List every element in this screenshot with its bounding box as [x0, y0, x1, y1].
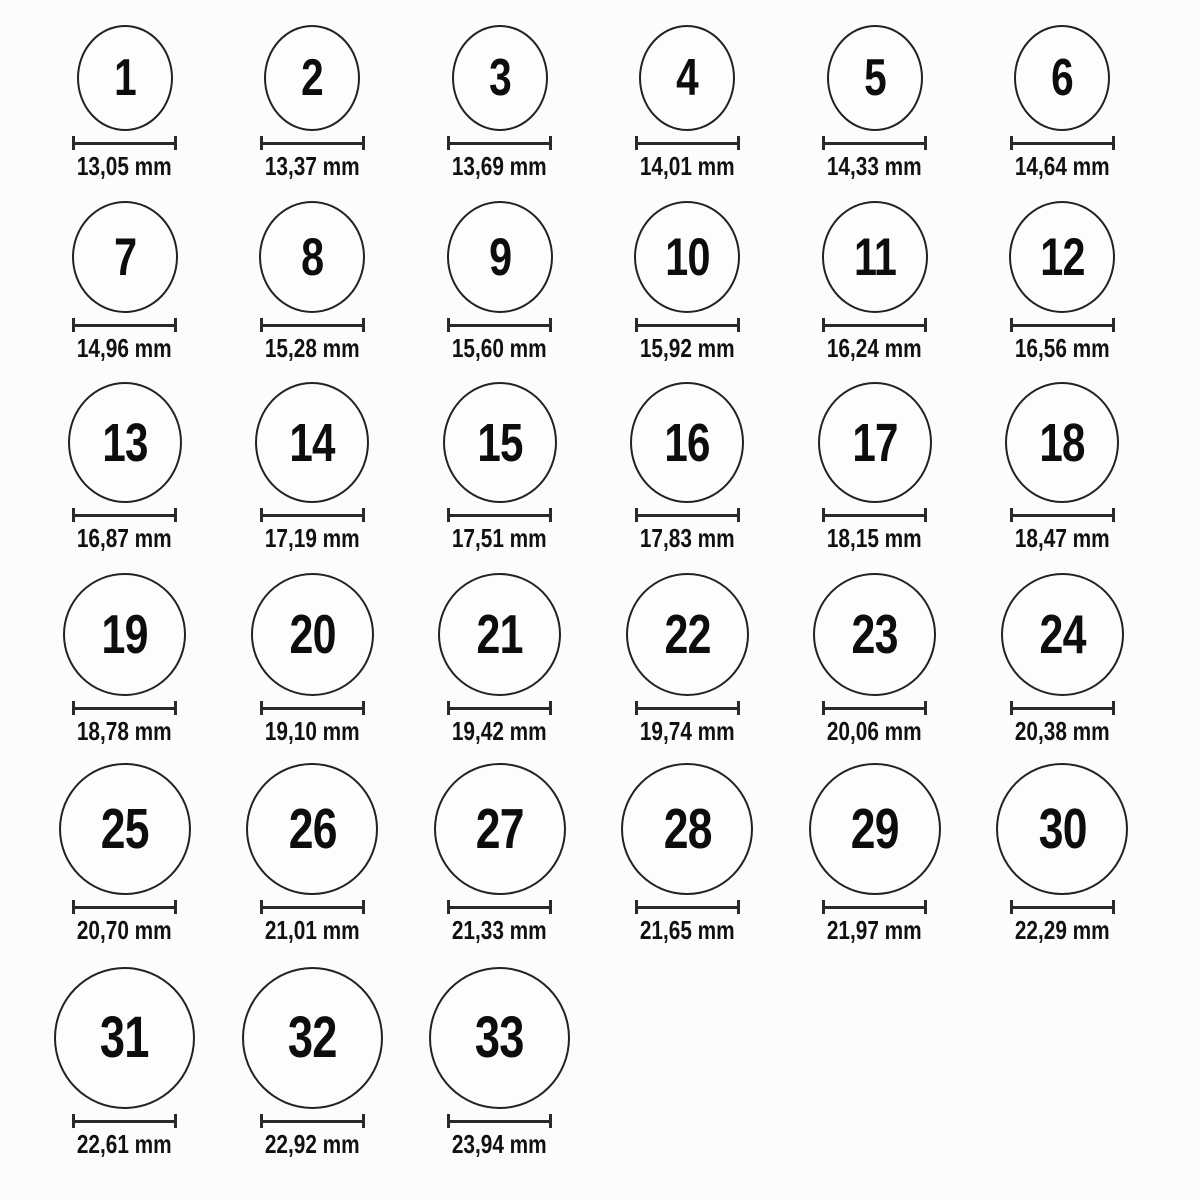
diameter-label: 21,01 mm: [264, 915, 360, 946]
ring-circle: [813, 573, 936, 696]
ring-size-item: [781, 568, 969, 763]
ring-size-item: [969, 0, 1157, 190]
ring-size-item: [31, 378, 219, 568]
ring-size-item: [969, 763, 1157, 962]
diameter-measure-bar: [72, 508, 177, 522]
diameter-measure-bar: [260, 701, 365, 715]
ring-size-item: [219, 378, 407, 568]
ring-circle: [452, 25, 548, 131]
ring-circle: [621, 763, 753, 895]
ring-size-number: 29: [850, 796, 899, 861]
ring-size-number: 1: [113, 49, 136, 108]
ring-size-number: 6: [1051, 49, 1074, 108]
diameter-label: 20,38 mm: [1014, 716, 1110, 747]
diameter-label: 19,10 mm: [264, 716, 360, 747]
ring-size-number: 33: [475, 1005, 525, 1071]
diameter-measure-bar: [1010, 136, 1115, 150]
ring-circle: [63, 573, 186, 696]
ring-circle: [996, 763, 1128, 895]
diameter-measure-bar: [822, 900, 927, 914]
ring-size-number: 8: [301, 227, 324, 287]
ring-size-number: 21: [476, 603, 523, 666]
diameter-measure-bar: [822, 701, 927, 715]
ring-size-item: [31, 0, 219, 190]
ring-circle: [259, 201, 365, 313]
ring-size-number: 22: [664, 603, 711, 666]
ring-size-number: 18: [1039, 412, 1085, 473]
diameter-label: 16,87 mm: [77, 523, 173, 554]
ring-size-item: [31, 190, 219, 378]
ring-circle: [77, 25, 173, 131]
diameter-label: 17,51 mm: [452, 523, 548, 554]
diameter-measure-bar: [635, 318, 740, 332]
ring-size-item: [406, 763, 594, 962]
ring-size-item: [219, 763, 407, 962]
diameter-label: 20,70 mm: [77, 915, 173, 946]
ring-circle: [264, 25, 360, 131]
diameter-measure-bar: [822, 136, 927, 150]
diameter-label: 19,42 mm: [452, 716, 548, 747]
ring-size-item: [406, 378, 594, 568]
ring-size-number: 11: [853, 227, 896, 287]
ring-circle: [251, 573, 374, 696]
diameter-measure-bar: [635, 508, 740, 522]
diameter-label: 15,28 mm: [264, 333, 360, 364]
diameter-measure-bar: [260, 1114, 365, 1128]
diameter-label: 15,92 mm: [639, 333, 735, 364]
diameter-label: 18,78 mm: [77, 716, 173, 747]
ring-size-number: 12: [1040, 227, 1085, 287]
ring-size-item: [406, 190, 594, 378]
ring-circle: [255, 382, 369, 503]
ring-circle: [434, 763, 566, 895]
diameter-label: 22,29 mm: [1014, 915, 1110, 946]
diameter-label: 21,33 mm: [452, 915, 548, 946]
ring-circle: [59, 763, 191, 895]
ring-size-item: [969, 568, 1157, 763]
ring-size-item: [31, 763, 219, 962]
diameter-measure-bar: [447, 318, 552, 332]
diameter-label: 23,94 mm: [452, 1129, 548, 1160]
ring-size-item: [219, 568, 407, 763]
diameter-measure-bar: [1010, 900, 1115, 914]
ring-size-number: 15: [477, 412, 523, 473]
ring-size-item: [406, 0, 594, 190]
ring-size-number: 2: [301, 49, 324, 108]
ring-circle: [429, 967, 570, 1109]
ring-size-item: [594, 568, 782, 763]
ring-circle: [54, 967, 195, 1109]
ring-circle: [447, 201, 553, 313]
diameter-label: 13,05 mm: [77, 151, 173, 182]
ring-size-item: [594, 763, 782, 962]
diameter-label: 14,96 mm: [77, 333, 173, 364]
diameter-label: 16,56 mm: [1014, 333, 1110, 364]
diameter-label: 20,06 mm: [827, 716, 923, 747]
ring-size-item: [31, 568, 219, 763]
ring-size-number: 27: [475, 796, 524, 861]
diameter-measure-bar: [447, 701, 552, 715]
ring-size-item: [594, 0, 782, 190]
diameter-label: 21,65 mm: [639, 915, 735, 946]
ring-size-item: [594, 190, 782, 378]
diameter-label: 17,19 mm: [264, 523, 360, 554]
diameter-measure-bar: [447, 508, 552, 522]
ring-circle: [443, 382, 557, 503]
ring-size-item: [781, 0, 969, 190]
ring-size-number: 32: [287, 1005, 337, 1071]
ring-size-number: 3: [488, 49, 511, 108]
ring-size-item: [406, 962, 594, 1200]
ring-size-number: 13: [102, 412, 148, 473]
ring-size-number: 20: [289, 603, 336, 666]
ring-size-number: 10: [665, 227, 710, 287]
diameter-measure-bar: [260, 900, 365, 914]
ring-size-number: 9: [488, 227, 511, 287]
ring-size-item: [31, 962, 219, 1200]
ring-size-item: [219, 0, 407, 190]
diameter-measure-bar: [72, 900, 177, 914]
ring-size-item: [594, 378, 782, 568]
ring-circle: [1009, 201, 1115, 313]
diameter-measure-bar: [822, 318, 927, 332]
ring-size-item: [219, 962, 407, 1200]
diameter-measure-bar: [1010, 318, 1115, 332]
diameter-label: 21,97 mm: [827, 915, 923, 946]
ring-size-number: 24: [1039, 603, 1086, 666]
ring-size-number: 4: [676, 49, 699, 108]
ring-circle: [68, 382, 182, 503]
diameter-measure-bar: [72, 701, 177, 715]
ring-size-number: 14: [289, 412, 335, 473]
ring-size-number: 19: [101, 603, 148, 666]
ring-circle: [1005, 382, 1119, 503]
diameter-measure-bar: [447, 900, 552, 914]
diameter-label: 14,33 mm: [827, 151, 923, 182]
diameter-label: 22,92 mm: [264, 1129, 360, 1160]
diameter-label: 16,24 mm: [827, 333, 923, 364]
ring-size-item: [219, 190, 407, 378]
ring-size-number: 17: [852, 412, 898, 473]
ring-size-number: 30: [1038, 796, 1087, 861]
diameter-label: 13,69 mm: [452, 151, 548, 182]
ring-size-number: 25: [100, 796, 149, 861]
ring-size-number: 5: [863, 49, 886, 108]
diameter-label: 18,15 mm: [827, 523, 923, 554]
ring-size-number: 26: [288, 796, 337, 861]
diameter-label: 17,83 mm: [639, 523, 735, 554]
ring-circle: [634, 201, 740, 313]
diameter-measure-bar: [447, 1114, 552, 1128]
ring-circle: [438, 573, 561, 696]
ring-circle: [246, 763, 378, 895]
ring-circle: [72, 201, 178, 313]
ring-size-number: 16: [664, 412, 710, 473]
diameter-measure-bar: [72, 318, 177, 332]
diameter-measure-bar: [635, 701, 740, 715]
ring-size-item: [781, 378, 969, 568]
diameter-label: 15,60 mm: [452, 333, 548, 364]
ring-circle: [630, 382, 744, 503]
diameter-measure-bar: [260, 136, 365, 150]
diameter-measure-bar: [822, 508, 927, 522]
ring-circle: [818, 382, 932, 503]
diameter-label: 13,37 mm: [264, 151, 360, 182]
diameter-measure-bar: [635, 900, 740, 914]
diameter-label: 14,64 mm: [1014, 151, 1110, 182]
ring-size-item: [406, 568, 594, 763]
ring-circle: [809, 763, 941, 895]
ring-circle: [827, 25, 923, 131]
ring-size-number: 7: [113, 227, 136, 287]
diameter-label: 14,01 mm: [639, 151, 735, 182]
diameter-measure-bar: [72, 1114, 177, 1128]
ring-size-item: [781, 763, 969, 962]
ring-circle: [242, 967, 383, 1109]
diameter-measure-bar: [260, 508, 365, 522]
diameter-label: 18,47 mm: [1014, 523, 1110, 554]
ring-circle: [639, 25, 735, 131]
diameter-label: 19,74 mm: [639, 716, 735, 747]
ring-size-item: [781, 190, 969, 378]
ring-circle: [1001, 573, 1124, 696]
diameter-measure-bar: [1010, 508, 1115, 522]
ring-size-item: [969, 190, 1157, 378]
ring-size-number: 23: [851, 603, 898, 666]
diameter-measure-bar: [447, 136, 552, 150]
diameter-measure-bar: [260, 318, 365, 332]
diameter-measure-bar: [1010, 701, 1115, 715]
ring-size-number: 31: [100, 1005, 150, 1071]
ring-circle: [626, 573, 749, 696]
ring-size-number: 28: [663, 796, 712, 861]
ring-circle: [822, 201, 928, 313]
ring-circle: [1014, 25, 1110, 131]
diameter-measure-bar: [635, 136, 740, 150]
diameter-label: 22,61 mm: [77, 1129, 173, 1160]
diameter-measure-bar: [72, 136, 177, 150]
ring-size-item: [969, 378, 1157, 568]
